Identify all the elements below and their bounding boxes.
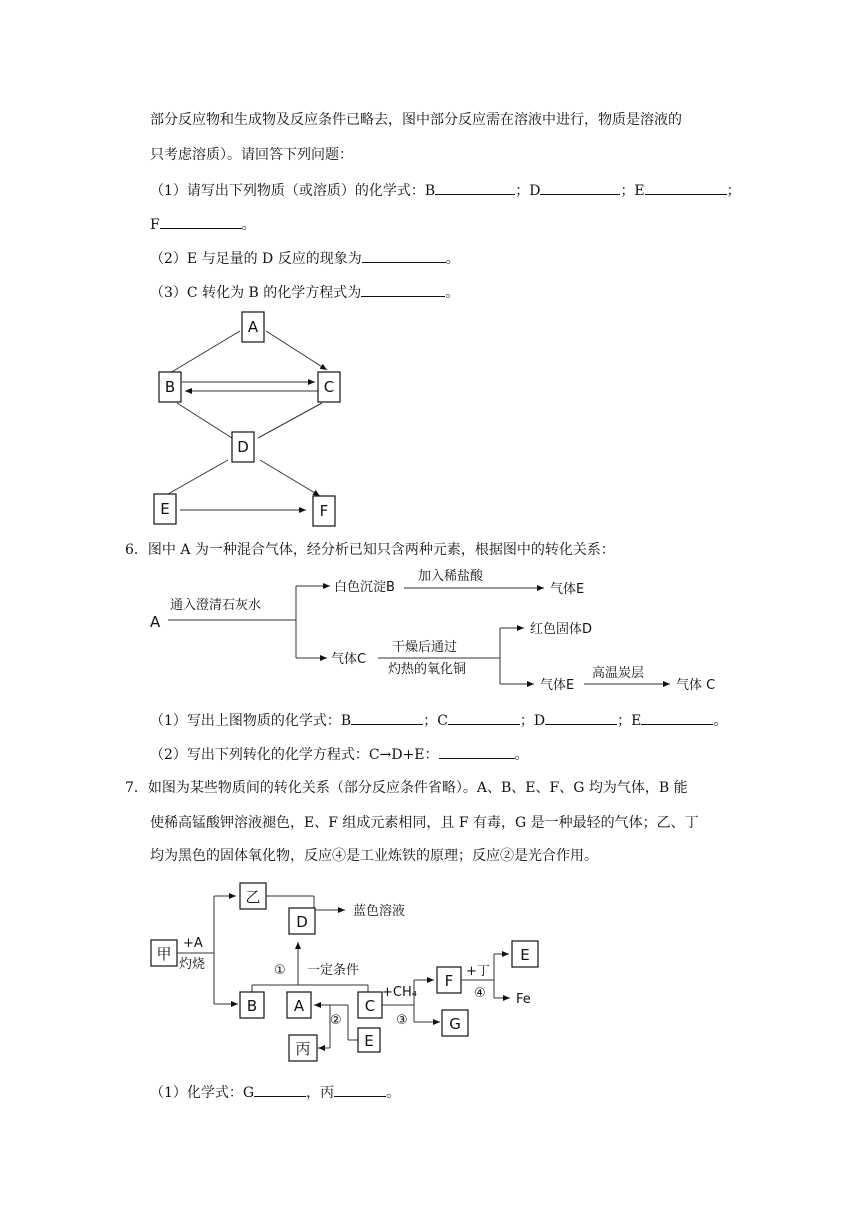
q6-gas-C-end: 气体 C xyxy=(676,678,716,693)
q6-add-hcl-label: 加入稀盐酸 xyxy=(418,569,484,584)
q7-reaction-4: ④ xyxy=(474,986,486,1001)
q7-node-E-right xyxy=(512,941,538,967)
circled-2: ② xyxy=(500,848,514,864)
q6-step1-label: 通入澄清石灰水 xyxy=(170,598,262,613)
svg-text:C: C xyxy=(323,378,335,396)
q5-intro-line2: 只考虑溶质）。请回答下列问题： xyxy=(150,147,353,163)
q7-stem-line1: 7．如图为某些物质间的转化关系（部分反应条件省略）。A、B、E、F、G 均为气体，B 能 xyxy=(125,780,688,796)
q5-sub1-F: F 。 xyxy=(150,214,256,235)
q7-node-A xyxy=(287,992,311,1018)
svg-text:甲: 甲 xyxy=(156,945,172,963)
svg-text:A: A xyxy=(247,318,259,336)
q7-node-yi xyxy=(240,883,266,909)
q7-node-E-low xyxy=(358,1028,380,1052)
q6-sub1: （1）写出上图物质的化学式：B ；C ；D ；E 。 xyxy=(150,710,727,731)
q6-dry-label2: 灼热的氧化铜 xyxy=(388,662,467,677)
q5-sub3: （3）C 转化为 B 的化学方程式为 。 xyxy=(150,282,459,303)
svg-text:C: C xyxy=(364,997,376,1015)
q7-Fe: Fe xyxy=(516,992,531,1007)
q7-stem-line3: 均为黑色的固体氧化物，反应④是工业炼铁的原理；反应②是光合作用。 xyxy=(150,848,598,864)
q7-stem-line2: 使稀高锰酸钾溶液褪色，E、F 组成元素相同，且 F 有毒，G 是一种最轻的气体；乙、丁 xyxy=(150,815,699,831)
q7-blank-bing[interactable] xyxy=(334,1082,386,1097)
q6-A: A xyxy=(150,613,161,631)
svg-text:B: B xyxy=(246,997,258,1015)
svg-text:丙: 丙 xyxy=(295,1040,311,1058)
q7-plus-ding: +丁 xyxy=(466,964,490,979)
q7-reaction-1: ① xyxy=(274,963,286,978)
q7-node-C xyxy=(358,992,382,1018)
q7-node-D xyxy=(289,908,315,934)
q6-red-solid-D: 红色固体D xyxy=(530,622,593,637)
svg-text:E: E xyxy=(160,500,170,518)
q7-node-bing xyxy=(289,1035,317,1061)
q7-blank-G[interactable] xyxy=(254,1082,306,1097)
svg-text:A: A xyxy=(293,997,305,1015)
q6-gas-E-bottom: 气体E xyxy=(540,678,575,693)
q7-plus-ch4: +CH₄ xyxy=(382,985,417,1000)
q6-stem: 6．图中 A 为一种混合气体，经分析已知只含两种元素，根据图中的转化关系： xyxy=(125,542,615,558)
svg-text:F: F xyxy=(319,502,329,520)
q6-gas-C: 气体C xyxy=(331,652,367,667)
q7-node-F xyxy=(437,967,461,993)
svg-text:E: E xyxy=(364,1032,374,1050)
svg-text:乙: 乙 xyxy=(245,888,261,906)
svg-text:B: B xyxy=(164,378,176,396)
circled-4: ④ xyxy=(332,848,346,864)
svg-text:D: D xyxy=(237,438,249,456)
q6-gas-E-top: 气体E xyxy=(550,582,585,597)
q7-reaction-3: ③ xyxy=(396,1013,408,1028)
q7-zhuoshao: 灼烧 xyxy=(179,957,206,972)
q7-condition: 一定条件 xyxy=(307,963,360,978)
svg-text:E: E xyxy=(520,946,530,964)
q6-high-temp-label: 高温炭层 xyxy=(592,666,645,681)
q7-blue-solution: 蓝色溶液 xyxy=(353,904,406,919)
svg-text:F: F xyxy=(444,972,454,990)
q7-node-B xyxy=(240,992,264,1018)
q6-dry-label1: 干燥后通过 xyxy=(392,640,458,655)
q5-sub1: （1）请写出下列物质（或溶质）的化学式：B ；D ；E ； xyxy=(150,180,741,201)
q7-node-G xyxy=(442,1010,468,1036)
q7-node-jia xyxy=(151,940,177,966)
svg-text:D: D xyxy=(296,913,308,931)
svg-text:G: G xyxy=(449,1015,461,1033)
q6-white-precipitate: 白色沉淀B xyxy=(334,580,395,595)
q5-intro-line1: 部分反应物和生成物及反应条件已略去，图中部分反应需在溶液中进行，物质是溶液的 xyxy=(150,112,682,128)
q6-sub2: （2）写出下列转化的化学方程式：C→D+E： 。 xyxy=(150,744,529,765)
q7-plus-A: +A xyxy=(183,936,203,951)
q7-sub1: （1）化学式：G ，丙 。 xyxy=(150,1082,400,1103)
q7-reaction-2: ② xyxy=(330,1013,342,1028)
q5-sub2: （2）E 与足量的 D 反应的现象为 。 xyxy=(150,248,460,269)
